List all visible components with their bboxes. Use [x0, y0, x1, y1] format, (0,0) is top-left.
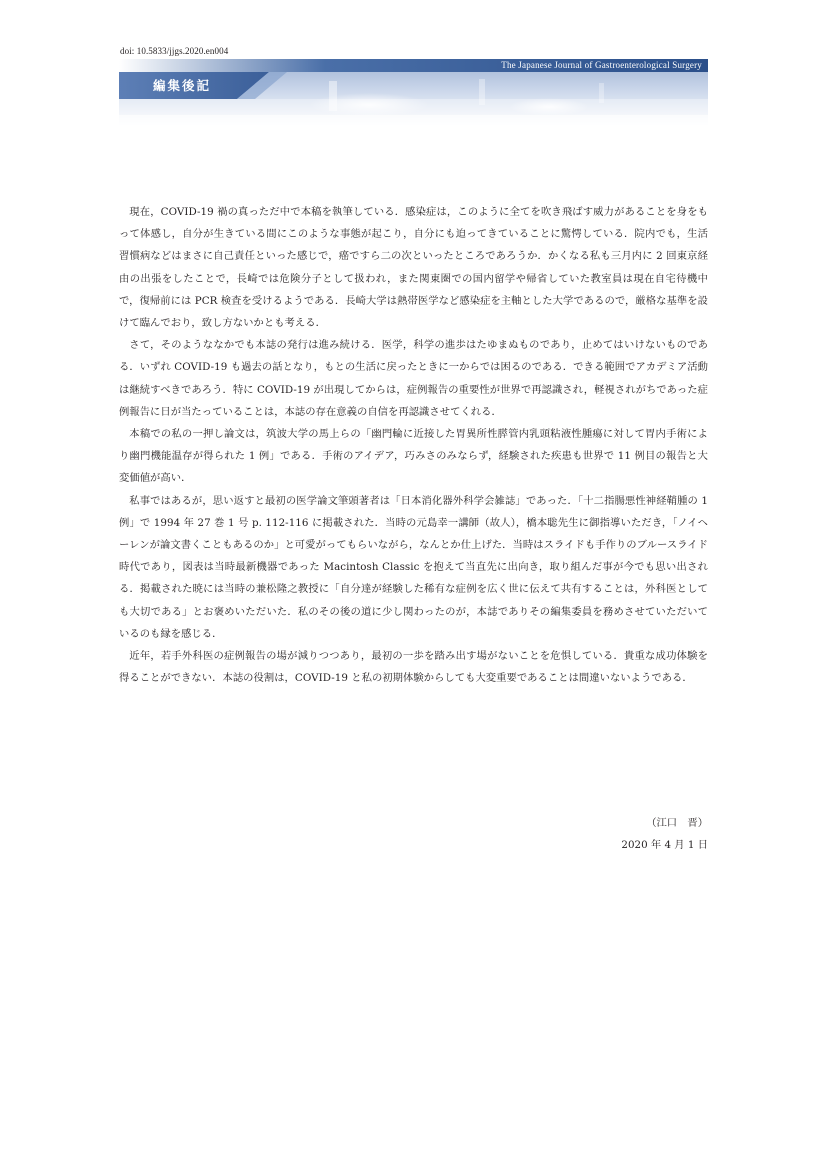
journal-title: The Japanese Journal of Gastroenterological Surgery	[501, 60, 702, 70]
paragraph-1: 現在，COVID-19 禍の真っただ中で本稿を執筆している．感染症は，このように全てを吹き飛ばす威力があることを身をもって体感し，自分が生きている間にこのような事態が起こり，自分にも迫ってきていることに驚愕している．院内でも，生活習慣病などはまさに自己責任といった感じで，癌ですら二の次といったところであろうか．かくなる私も三月内に 2 回東京経由の出張をしたことで，長崎では危険分子として扱われ，また関東圏での国内留学や帰省していた教室員は現在自宅待機中で，復帰前には PCR 検査を受けるようである．長崎大学は熱帯医学など感染症を主軸とした大学であるので，厳格な基準を設けて臨んでおり，致し方ないかとも考える．	[119, 206, 709, 330]
paragraph-2: さて，そのようななかでも本誌の発行は進み続ける．医学，科学の進歩はたゆまぬものであり，止めてはいけないものである．いずれ COVID-19 も過去の話となり，もとの生活に戻ったときに一からでは困るのである．できる範囲でアカデミア活動は継続すべきであろう．特に COVID-19 が出現してからは，症例報告の重要性が世界で再認識され，軽視されがちであった症例報告に日が当たっていることは，本誌の存在意義の自信を再認識させてくれる．	[119, 339, 708, 418]
paragraph-4: 私事ではあるが，思い返すと最初の医学論文筆頭著者は「日本消化器外科学会雑誌」であった．「十二指腸悪性神経鞘腫の 1 例」で 1994 年 27 巻 1 号 p. 112-116 に掲載された．当時の元島幸一講師（故人），橋本聡先生に御指導いただき，「ノイヘーレンが論文書くこともあるのか」と可愛がってもらいながら，なんとか仕上げた．当時はスライドも手作りのブルースライド時代であり，図表は当時最新機器であった Macintosh Classic を抱えて当直先に出向き，取り組んだ事が今でも思い出される．掲載された暁には当時の兼松隆之教授に「自分達が経験した稀有な症例を広く世に伝えて共有することは，外科医としても大切である」とお褒めいただいた．私のその後の道に少し関わったのが，本誌でありその編集委員を務めさせていただいているのも縁を感じる．	[119, 494, 708, 640]
doi-label: doi: 10.5833/jjgs.2020.en004	[120, 46, 229, 56]
article-body	[119, 201, 708, 689]
header-banner	[119, 59, 708, 127]
signature-block	[621, 812, 708, 856]
author-name: （江口 晋）	[646, 817, 708, 829]
paragraph-3: 本稿での私の一押し論文は，筑波大学の馬上らの「幽門輪に近接した胃異所性膵管内乳頭粘液性腫瘍に対して胃内手術により幽門機能温存が得られた 1 例」である．手術のアイデア，巧みさのみならず，経験された疾患も世界で 11 例目の報告と大変価値が高い．	[119, 428, 708, 485]
section-title: 編集後記	[153, 78, 212, 93]
signature-date: 2020 年 4 月 1 日	[621, 839, 708, 852]
paragraph-5: 近年，若手外科医の症例報告の場が減りつつあり，最初の一歩を踏み出す場がないことを危惧している．貴重な成功体験を得ることができない．本誌の役割は，COVID-19 と私の初期体験からしても大変重要であることは間違いないようである．	[119, 650, 708, 685]
